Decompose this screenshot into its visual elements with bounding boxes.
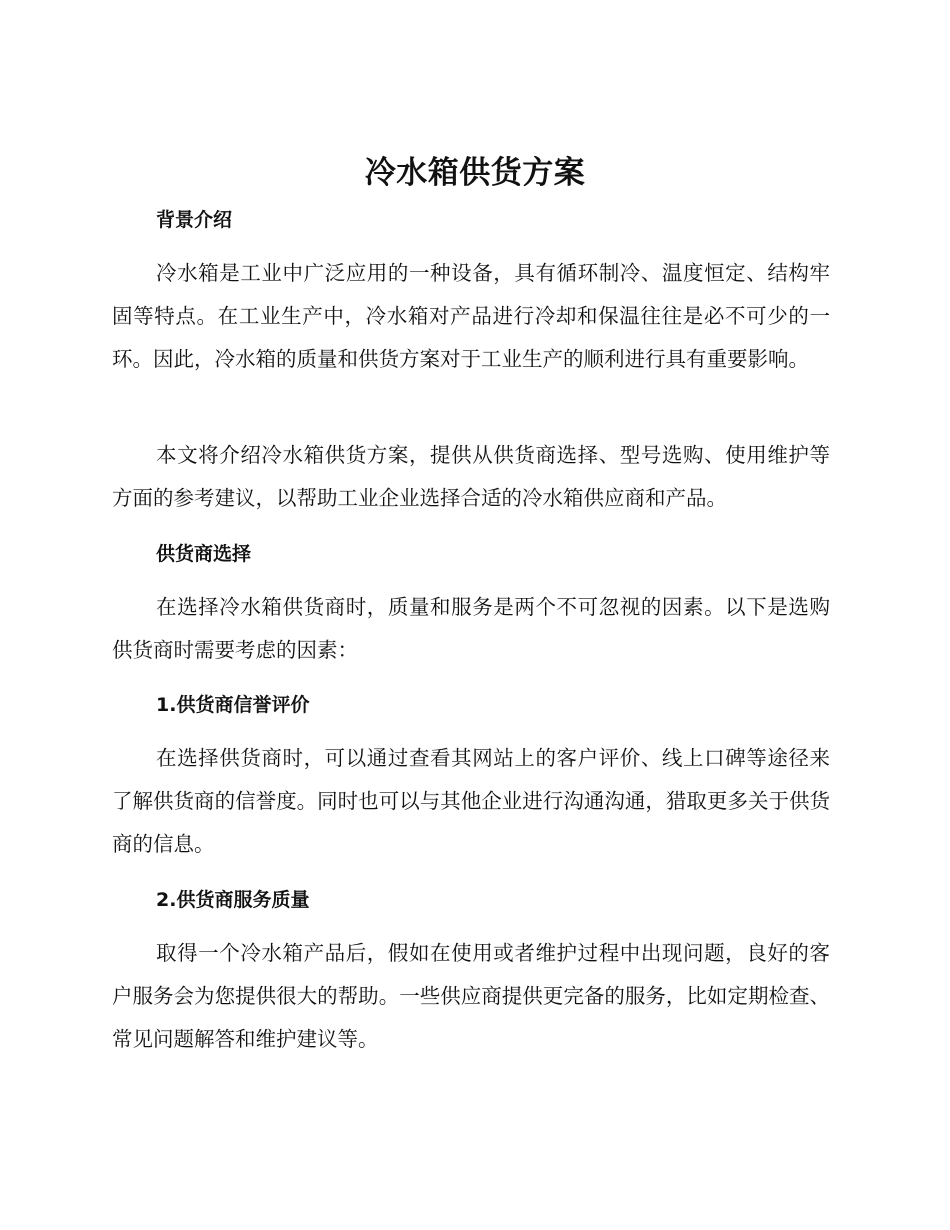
paragraph-supplier-reputation: 在选择供货商时，可以通过查看其网站上的客户评价、线上口碑等途径来了解供货商的信誉度。同时也可以与其他企业进行沟通沟通，猎取更多关于供货商的信息。 [112,746,830,856]
paragraph-background-1: 冷水箱是工业中广泛应用的一种设备，具有循环制冷、温度恒定、结构牢固等特点。在工业生产中，冷水箱对产品进行冷却和保温往往是必不可少的一环。因此，冷水箱的质量和供货方案对于工业生产的顺利进行具有重要影响。 [112,261,830,371]
paragraph-supplier-selection: 在选择冷水箱供货商时，质量和服务是两个不可忽视的因素。以下是选购供货商时需要考虑的因素： [112,595,830,662]
section-heading-supplier-reputation: 1.供货商信誉评价 [156,694,310,716]
document-title: 冷水箱供货方案 [364,155,586,191]
paragraph-background-2: 本文将介绍冷水箱供货方案，提供从供货商选择、型号选购、使用维护等方面的参考建议，以帮助工业企业选择合适的冷水箱供应商和产品。 [112,443,830,510]
section-heading-supplier-service: 2.供货商服务质量 [156,889,310,911]
section-heading-background: 背景介绍 [156,209,233,231]
paragraph-supplier-service: 取得一个冷水箱产品后，假如在使用或者维护过程中出现问题，良好的客户服务会为您提供很大的帮助。一些供应商提供更完备的服务，比如定期检查、常见问题解答和维护建议等。 [112,941,830,1051]
section-heading-supplier-selection: 供货商选择 [156,543,252,565]
